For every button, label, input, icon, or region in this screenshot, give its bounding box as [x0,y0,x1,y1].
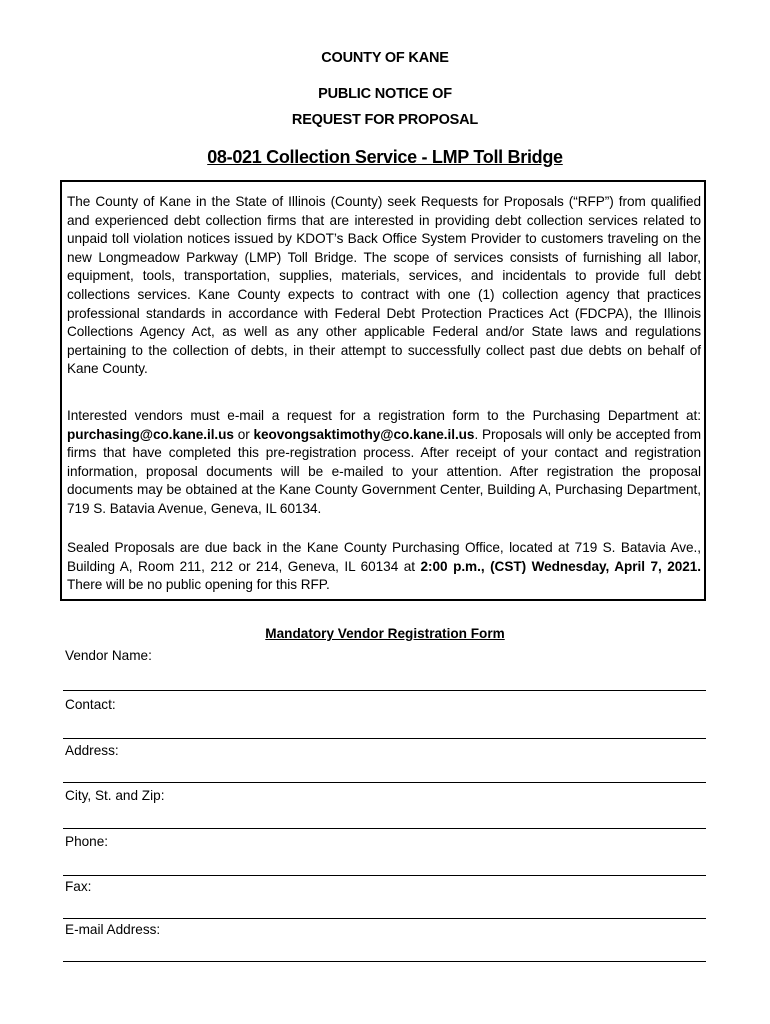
contact-email[interactable]: keovongsaktimothy@co.kane.il.us [253,426,475,442]
vendor-name-field[interactable] [63,690,706,691]
city-state-zip-field[interactable] [63,828,706,829]
city-state-zip-label: City, St. and Zip: [65,788,165,803]
deadline-datetime: 2:00 p.m., (CST) Wednesday, April 7, 2021. [420,558,702,574]
email-address-label: E-mail Address: [65,922,161,937]
contact-label: Contact: [65,697,116,712]
registration-text: Interested vendors must e-mail a request for a registration form to the Purchasing Department at: [67,408,701,423]
form-title: Mandatory Vendor Registration Form [265,626,505,641]
contact-field[interactable] [63,738,706,739]
or-text: or [233,426,254,442]
notice-box [60,180,706,601]
notice-paragraph-deadline [67,539,701,595]
document-title: 08-021 Collection Service - LMP Toll Bridge [207,147,563,167]
fax-field[interactable] [63,918,706,919]
address-field[interactable] [63,782,706,783]
county-heading: COUNTY OF KANE [321,50,449,66]
phone-field[interactable] [63,875,706,876]
address-label: Address: [65,743,119,758]
rfp-heading: REQUEST FOR PROPOSAL [291,112,479,128]
phone-label: Phone: [65,834,109,849]
vendor-name-label: Vendor Name: [65,648,152,663]
registration-text-2: . Proposals will only be accepted from firms that have completed this pre-registration process. After receipt of your contact and registration information, proposal documents will be e-mailed to your attention. After registration the proposal documents may be obtained at the Kane County Government Center, Building A, Purchasing Department, 719 S. Batavia Avenue, Geneva, IL 60134. [67,426,701,516]
deadline-text: Sealed Proposals are due back in the Kane County Purchasing Office, located at 719 S. Batavia Ave., Building A, Room 211, 212 or 214, Geneva, IL 60134 at [67,540,701,574]
notice-paragraph-registration [67,407,701,519]
purchasing-email[interactable]: purchasing@co.kane.il.us [67,426,234,442]
fax-label: Fax: [65,879,92,894]
email-address-field[interactable] [63,961,706,962]
deadline-text-2: There will be no public opening for this RFP. [67,577,330,593]
notice-heading: PUBLIC NOTICE OF [318,86,452,102]
notice-paragraph-scope: The County of Kane in the State of Illinois (County) seek Requests for Proposals (“RFP”) from qualified and experienced debt collection firms that are interested in providing debt collection services related to unpaid toll violation notices issued by KDOT’s Back Office System Provider to customers traveling on the new Longmeadow Parkway (LMP) Toll Bridge. The scope of services consists of furnishing all labor, equipment, tools, transportation, supplies, materials, services, and incidentals to provide full debt collections services. Kane County expects to contract with one (1) collection agency that practices professional standards in accordance with Federal Debt Protection Practices Act (FDCPA), the Illinois Collections Agency Act, as well as any other applicable Federal and/or State laws and regulations pertaining to the collection of debts, in their attempt to successfully collect past due debts on behalf of Kane County. [67,194,701,377]
